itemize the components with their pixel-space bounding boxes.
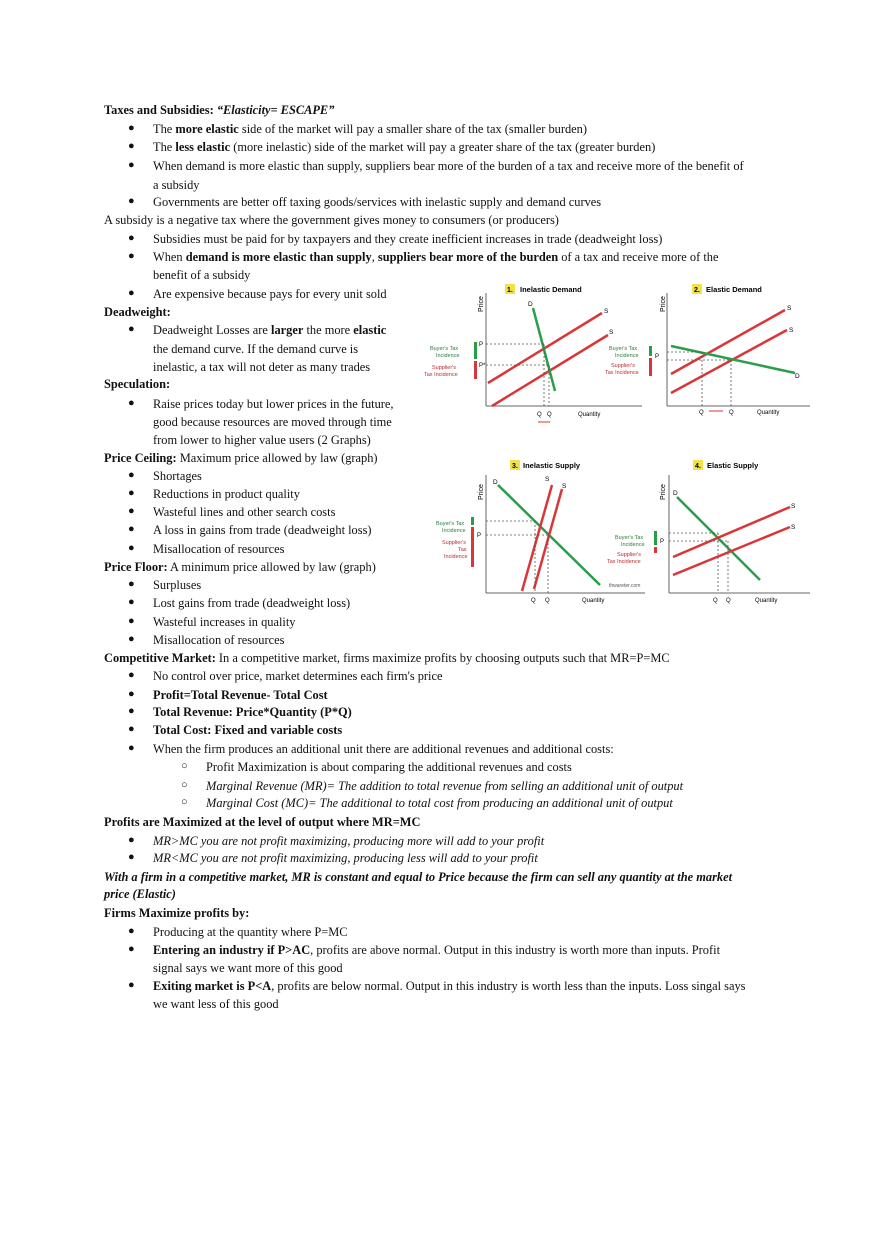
section-title-profits: Profits are Maximized at the level of output where MR=MC [104,815,421,829]
list-item: When the firm produces an additional unit there are additional revenues and additional costs: [153,742,614,756]
bullet: ● [128,925,135,937]
list-item-cont: from lower to higher value users (2 Graphs) [153,433,371,447]
list-item: The more elastic side of the market will pay a smaller share of the tax (smaller burden) [153,122,587,136]
subsidy-intro: A subsidy is a negative tax where the government gives money to consumers (or producers) [104,213,559,227]
buyer-label: Buyer's Tax [436,521,465,527]
bullet: ● [128,323,135,335]
list-item: Misallocation of resources [153,633,285,647]
section-title-price-ceiling: Price Ceiling: Maximum price allowed by law (graph) [104,451,378,465]
list-item-cont: the demand curve. If the demand curve is [153,342,359,356]
section-title-firms: Firms Maximize profits by: [104,906,250,920]
list-item: Misallocation of resources [153,542,285,556]
list-item-cont: a subsidy [153,178,200,192]
list-item: The less elastic (more inelastic) side of the market will pay a greater share of the tax (greater burden) [153,140,656,154]
section-title-speculation: Speculation: [104,377,171,391]
supplier-label: Tax Incidence [607,559,641,565]
bullet: ● [128,397,135,409]
price-label: P [655,354,660,360]
quantity-label: Q [729,410,734,416]
list-item-cont: good because resources are moved through time [153,415,392,429]
curve-label: S [562,483,567,490]
list-item: Producing at the quantity where P=MC [153,925,348,939]
curve-label: D [493,479,498,486]
bullet: ● [128,542,135,554]
list-item: Entering an industry if P>AC, profits are above normal. Output in this industry is worth more than inputs. Profit [153,943,721,957]
bullet: ● [128,487,135,499]
x-axis-label: Quantity [582,598,605,604]
list-item: No control over price, market determines each firm's price [153,669,443,683]
list-item: Wasteful increases in quality [153,615,296,629]
curve-label: S [789,327,794,334]
buyer-label: Buyer's Tax [615,535,644,541]
supplier-label: Supplier's [442,540,466,546]
bullet: ● [128,615,135,627]
bullet: ● [128,159,135,171]
bullet: ● [128,669,135,681]
bullet: ● [128,523,135,535]
list-item: When demand is more elastic than supply, suppliers bear more of the burden of a tax and receive more of the benefit of [153,159,744,173]
curve-label: S [791,524,796,531]
supplier-incidence-bar [471,527,474,567]
supplier-label: Tax Incidence [605,370,639,376]
graph-elastic-demand [605,278,815,428]
bullet: ● [128,943,135,955]
y-axis-label: Price [478,484,485,500]
list-item: Governments are better off taxing goods/services with inelastic supply and demand curves [153,195,602,209]
graph-title: Inelastic Supply [523,461,581,470]
supplier-label: Supplier's [432,365,456,371]
list-item: Subsidies must be paid for by taxpayers and they create inefficient increases in trade (deadweight loss) [153,232,663,246]
supply-curve-s1 [671,310,785,374]
bullet: ● [128,140,135,152]
list-item: Are expensive because pays for every unit sold [153,287,387,301]
graph-elastic-supply [605,455,815,605]
list-item: MR>MC you are not profit maximizing, producing more will add to your profit [153,834,545,848]
quantity-label: Q [547,412,552,418]
buyer-label: Buyer's Tax [430,346,459,352]
list-item: A loss in gains from trade (deadweight loss) [153,523,372,537]
list-item: Surpluses [153,578,202,592]
bullet: ● [128,287,135,299]
bullet: ● [128,505,135,517]
y-axis-label: Price [478,296,485,312]
curve-label: D [795,373,800,380]
x-axis-label: Quantity [757,410,780,416]
list-item: Total Cost: Fixed and variable costs [153,723,343,737]
sub-list-item: Marginal Cost (MC)= The additional to total cost from producing an additional unit of output [206,796,673,810]
graph-number: 3. [512,463,518,470]
curve-label: S [545,476,550,483]
sub-list-item: Profit Maximization is about comparing the additional revenues and costs [206,760,572,774]
sub-bullet: ○ [181,779,188,791]
list-item-cont: benefit of a subsidy [153,268,251,282]
list-item: Total Revenue: Price*Quantity (P*Q) [153,705,352,719]
supplier-incidence-bar [654,547,657,553]
graph-number: 4. [695,463,701,470]
bullet: ● [128,633,135,645]
curve-label: S [791,503,796,510]
section-title-price-floor: Price Floor: A minimum price allowed by law (graph) [104,560,376,574]
supplier-label: Supplier's [611,363,635,369]
note: With a firm in a competitive market, MR is constant and equal to Price because the firm can sell any quantity at the market [104,870,733,884]
supply-curve-s1 [673,507,790,557]
price-label: P* [479,363,486,369]
section-title-deadweight: Deadweight: [104,305,171,319]
buyer-label: Buyer's Tax [609,346,638,352]
x-axis-label: Quantity [578,412,601,418]
price-label: P [479,342,484,348]
bullet: ● [128,195,135,207]
y-axis-label: Price [660,484,667,500]
curve-label: S [609,329,614,336]
buyer-label: Incidence [621,542,645,548]
x-axis-label: Quantity [755,598,778,604]
supply-curve-s [673,527,790,575]
buyer-incidence-bar [649,346,652,356]
curve-label: D [673,490,678,497]
list-item: Deadweight Losses are larger the more elastic [153,323,387,337]
list-item-cont: we want less of this good [153,997,279,1011]
note-cont: price (Elastic) [104,887,176,901]
curve-label: S [604,308,609,315]
bullet: ● [128,469,135,481]
supplier-label: Supplier's [617,552,641,558]
list-item: Reductions in product quality [153,487,300,501]
list-item: Exiting market is P<A, profits are below normal. Output in this industry is worth less than the inputs. Loss singal says [153,979,746,993]
bullet: ● [128,232,135,244]
quantity-label: Q [545,598,550,604]
bullet: ● [128,834,135,846]
buyer-label: Incidence [436,353,460,359]
list-item: Raise prices today but lower prices in the future, [153,397,394,411]
price-label: P [660,539,665,545]
supplier-incidence-bar [474,361,477,379]
supplier-incidence-bar [649,358,652,376]
bullet: ● [128,979,135,991]
list-item: MR<MC you are not profit maximizing, producing less will add to your profit [153,851,538,865]
quantity-label: Q [713,598,718,604]
demand-curve [671,346,795,373]
list-item-cont: signal says we want more of this good [153,961,343,975]
list-item: Profit=Total Revenue- Total Cost [153,688,328,702]
curve-label: S [787,305,792,312]
buyer-incidence-bar [471,517,474,525]
bullet: ● [128,742,135,754]
section-title-taxes: Taxes and Subsidies: “Elasticity= ESCAPE” [104,103,335,117]
supplier-label: Tax Incidence [424,372,458,378]
buyer-incidence-bar [654,531,657,545]
quantity-label: Q [531,598,536,604]
supplier-label: Incidence [444,554,468,560]
bullet: ● [128,122,135,134]
bullet: ● [128,578,135,590]
graph-title: Inelastic Demand [520,285,582,294]
price-label: P [477,533,482,539]
bullet: ● [128,723,135,735]
graph-title: Elastic Supply [707,461,759,470]
bullet: ● [128,596,135,608]
graph-number: 1. [507,287,513,294]
list-item: When demand is more elastic than supply, suppliers bear more of the burden of a tax and receive more of the [153,250,719,264]
buyer-label: Incidence [442,528,466,534]
quantity-label: Q [699,410,704,416]
list-item: Wasteful lines and other search costs [153,505,336,519]
quantity-label: Q [726,598,731,604]
graph-number: 2. [694,287,700,294]
sub-list-item: Marginal Revenue (MR)= The addition to total revenue from selling an additional unit of output [206,779,684,793]
bullet: ● [128,851,135,863]
quantity-label: Q [537,412,542,418]
bullet: ● [128,250,135,262]
buyer-incidence-bar [474,342,477,359]
list-item: Lost gains from trade (deadweight loss) [153,596,351,610]
curve-label: D [528,301,533,308]
list-item: Shortages [153,469,202,483]
supply-curve-s [671,330,787,393]
sub-bullet: ○ [181,796,188,808]
y-axis-label: Price [660,296,667,312]
supplier-label: Tax [458,547,467,553]
sub-bullet: ○ [181,760,188,772]
bullet: ● [128,688,135,700]
bullet: ● [128,705,135,717]
section-title-competitive: Competitive Market: In a competitive market, firms maximize profits by choosing outputs such that MR=P=MC [104,651,670,665]
graph-title: Elastic Demand [706,285,762,294]
list-item-cont: inelastic, a tax will not deter as many trades [153,360,371,374]
buyer-label: Incidence [615,353,639,359]
image-credit: thwareter.com [609,583,641,589]
